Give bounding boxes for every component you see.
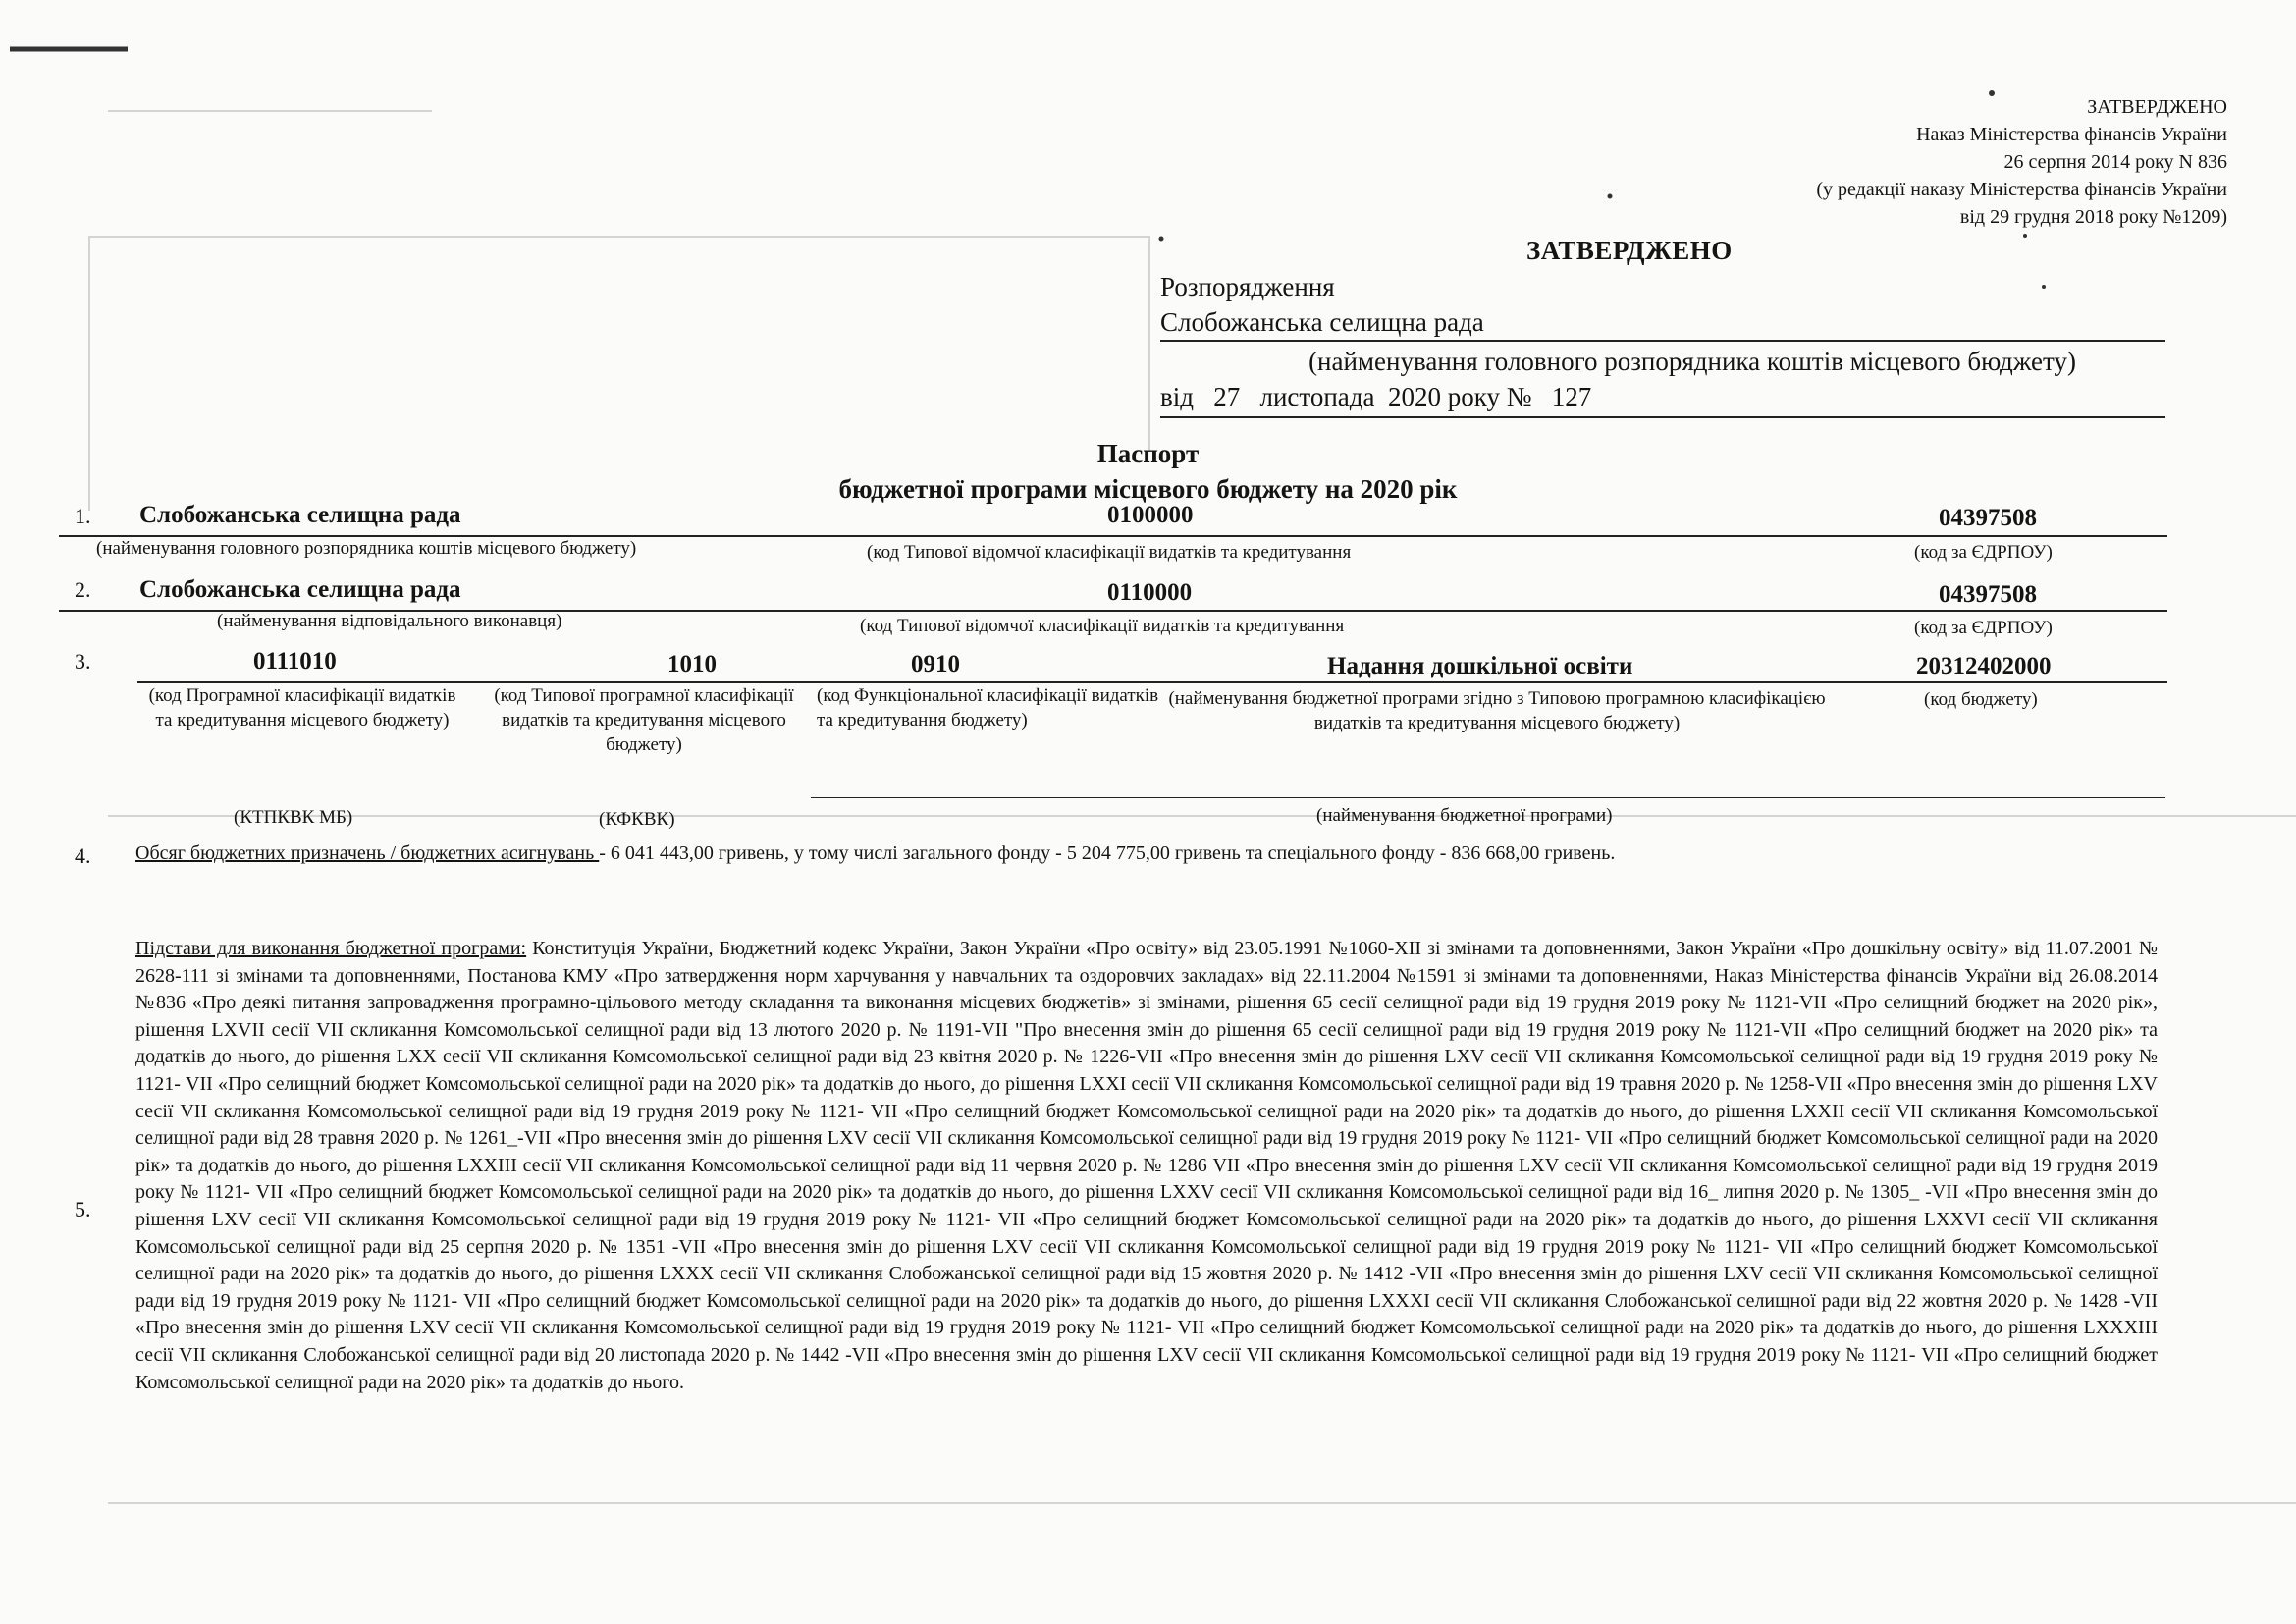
approval-line: (у редакції наказу Міністерства фінансів України bbox=[1816, 179, 2227, 200]
scan-bleed-table-frame bbox=[1148, 236, 1150, 452]
row3-program-abbr: (найменування бюджетної програми) bbox=[1316, 805, 1613, 826]
scan-bleed-table-frame bbox=[108, 1502, 2296, 1504]
row2-edrpou: 04397508 bbox=[1939, 581, 2037, 608]
row2-edrpou-caption: (код за ЄДРПОУ) bbox=[1914, 618, 2053, 638]
approval-title: ЗАТВЕРДЖЕНО bbox=[2087, 96, 2227, 118]
scan-speck bbox=[2023, 234, 2027, 238]
row3-program-name: Надання дошкільної освіти bbox=[1327, 653, 1633, 679]
row1-code-caption: (код Типової відомчої класифікації видатків та кредитування bbox=[867, 542, 1352, 563]
para4-number: 4. bbox=[75, 843, 91, 868]
row3-tpkvk-abbr: (КФКВК) bbox=[599, 809, 675, 830]
scan-bleed-table-frame bbox=[88, 236, 1148, 238]
row3-fkvk-caption: (код Функціональної класифікації видатків та кредитування бюджету) bbox=[817, 685, 1159, 731]
passport-title: Паспорт bbox=[1096, 439, 1200, 468]
row3-kpkvk-caption: (код Програмної класифікації видатків та кредитування місцевого бюджету) bbox=[148, 685, 456, 731]
row1-code: 0100000 bbox=[1107, 502, 1194, 528]
para4-budget-volume bbox=[135, 842, 1615, 865]
approval-line: 26 серпня 2014 року N 836 bbox=[2003, 151, 2227, 173]
row2-name-caption: (найменування відповідального виконавця) bbox=[217, 611, 562, 631]
row2-name: Слобожанська селищна рада bbox=[139, 576, 461, 603]
order-authority-caption: (найменування головного розпорядника коштів місцевого бюджету) bbox=[1308, 347, 2076, 376]
scan-bleed-table-frame bbox=[108, 815, 2296, 817]
order-approved-heading: ЗАТВЕРДЖЕНО bbox=[1526, 236, 1733, 265]
scan-bleed-top-line bbox=[108, 110, 432, 112]
row3-budget-caption: (код бюджету) bbox=[1924, 689, 2038, 710]
row3-tpkvk-caption: (код Типової програмної класифікації видатків та кредитування місцевого бюджету) bbox=[494, 685, 794, 755]
para5-legal-basis bbox=[135, 936, 2158, 1396]
approval-stamp bbox=[1816, 93, 2227, 231]
row2-code: 0110000 bbox=[1107, 579, 1193, 606]
row3-kpkvk: 0111010 bbox=[253, 648, 337, 675]
order-authority: Слобожанська селищна рада bbox=[1160, 304, 2165, 342]
row2-number: 2. bbox=[75, 577, 91, 602]
scan-speck bbox=[1608, 194, 1613, 199]
row1-number: 1. bbox=[75, 504, 91, 528]
row3-budget-code: 20312402000 bbox=[1916, 653, 2052, 679]
approval-line: Наказ Міністерства фінансів України bbox=[1916, 124, 2227, 145]
passport-subtitle: бюджетної програми місцевого бюджету на 2020 рік bbox=[838, 474, 1458, 504]
para4-text: - 6 041 443,00 гривень, у тому числі загального фонду - 5 204 775,00 гривень та спеціального фонду - 836 668,00 гривень. bbox=[599, 842, 1616, 864]
order-date-number: від 27 листопада 2020 року № 127 bbox=[1160, 377, 2165, 418]
para5-number: 5. bbox=[75, 1197, 91, 1221]
row3-tpkvk: 1010 bbox=[667, 651, 717, 677]
row3-kpkvk-abbr: (КТПКВК МБ) bbox=[234, 807, 353, 828]
para5-text: Конституція України, Бюджетний кодекс України, Закон України «Про освіту» від 23.05.1991 №1060-ХІІ зі змінами та доповненнями, Закон України «Про дошкільну освіту» від 11.07.2001 № 2628-111 зі змінами та доповненнями, Постанова КМУ «Про затвердження норм харчування у навчальних та оздоровчих закладах» від 22.11.2004 №1591 зі змінами та доповненнями, Наказ Міністерства фінансів України від 26.08.2014 №836 «Про деякі питання запровадження програмно-цільового методу складання та виконання місцевих бюджетів» зі змінами, рішення 65 сесії селищної ради від 19 грудня 2019 року № 1121-VII «Про селищний бюджет на 2020 рік», рішення LXVII сесії VII скликання Комсомольської селищної ради від 13 лютого 2020 р. № 1191-VII "Про внесення змін до рішення 65 сесії селищної ради від 19 грудня 2019 року № 1121-VII «Про селищний бюджет на 2020 рік» та додатків до нього, до рішення LXX сесії VII скликання Комсомольської селищної ради від 23 квітня 2020 р. № 1226-VII «Про внесення змін до рішення LXV сесії VII скликання Комсомольської селищної ради від 19 грудня 2019 року № 1121- VII «Про селищний бюджет Комсомольської селищної ради на 2020 рік» та додатків до нього, до рішення LXXI сесії VII скликання Комсомольської селищної ради від 19 травня 2020 р. № 1258-VII «Про внесення змін до рішення LXV сесії VII скликання Комсомольської селищної ради від 19 грудня 2019 року № 1121- VII «Про селищний бюджет Комсомольської селищної ради на 2020 рік» та додатків до нього, до рішення LXXII сесії VII скликання Комсомольської селищної ради від 28 травня 2020 р. № 1261_-VII «Про внесення змін до рішення LXV сесії VII скликання Комсомольської селищної ради від 19 грудня 2019 року № 1121- VII «Про селищний бюджет Комсомольської селищної ради на 2020 рік» та додатків до нього, до рішення LXXIII сесії VII скликання Комсомольської селищної ради від 11 червня 2020 р. № 1286 VII «Про внесення змін до рішення LXV сесії VII скликання Комсомольської селищної ради від 19 грудня 2019 року № 1121- VII «Про селищний бюджет Комсомольської селищної ради на 2020 рік» та додатків до нього, до рішення LXXV сесії VII скликання Комсомольської селищної ради від 16_ липня 2020 р. № 1305_ -VII «Про внесення змін до рішення LXV сесії VII скликання Комсомольської селищної ради від 19 грудня 2019 року № 1121- VII «Про селищний бюджет Комсомольської селищної ради на 2020 рік» та додатків до нього, до рішення LXXVI сесії VII скликання Комсомольської селищної ради від 25 серпня 2020 р. № 1351 -VII «Про внесення змін до рішення LXV сесії VII скликання Комсомольської селищної ради від 19 грудня 2019 року № 1121- VII «Про селищний бюджет Комсомольської селищної ради на 2020 рік» та додатків до нього, до рішення LXXX сесії VII скликання Слобожанської селищної ради від 15 жовтня 2020 р. № 1412 -VII «Про внесення змін до рішення LXV сесії VII скликання Комсомольської селищної ради від 19 грудня 2019 року № 1121- VII «Про селищний бюджет Комсомольської селищної ради на 2020 рік» та додатків до нього, до рішення LXXXI сесії VII скликання Слобожанської селищної ради від 22 жовтня 2020 р. № 1428 -VII «Про внесення змін до рішення LXV сесії VII скликання Комсомольської селищної ради від 19 грудня 2019 року № 1121- VII «Про селищний бюджет Комсомольської селищної ради на 2020 рік» та додатків до нього, до рішення LXXXIII сесії VII скликання Слобожанської селищної ради від 20 листопада 2020 р. № 1442 -VII «Про внесення змін до рішення LXV сесії VII скликання Комсомольської селищної ради від 19 грудня 2019 року № 1121- VII «Про селищний бюджет Комсомольської селищної ради на 2020 рік» та додатків до нього. bbox=[135, 938, 2159, 1393]
row1-edrpou-caption: (код за ЄДРПОУ) bbox=[1914, 542, 2053, 563]
approval-line: від 29 грудня 2018 року №1209) bbox=[1959, 206, 2227, 228]
para5-label: Підстави для виконання бюджетної програми: bbox=[135, 938, 527, 959]
row1-edrpou: 04397508 bbox=[1939, 505, 2037, 531]
passport-title-block bbox=[0, 436, 2296, 507]
order-block bbox=[1160, 269, 2165, 418]
row3-number: 3. bbox=[75, 649, 91, 674]
row3-abbr-line bbox=[811, 797, 2165, 798]
row1-name: Слобожанська селищна рада bbox=[139, 502, 461, 528]
para4-label: Обсяг бюджетних призначень / бюджетних асигнувань bbox=[135, 842, 600, 864]
row3-program-caption: (найменування бюджетної програми згідно з Типовою програмною класифікацією видатків та кредитування місцевого бюджету) bbox=[1168, 688, 1826, 733]
scan-speck bbox=[1159, 237, 1164, 242]
row3-fkvk: 0910 bbox=[911, 651, 960, 677]
row1-name-caption: (найменування головного розпорядника коштів місцевого бюджету) bbox=[96, 538, 637, 559]
row2-code-caption: (код Типової відомчої класифікації видатків та кредитування bbox=[860, 616, 1345, 636]
order-doc-type: Розпорядження bbox=[1160, 272, 1335, 301]
